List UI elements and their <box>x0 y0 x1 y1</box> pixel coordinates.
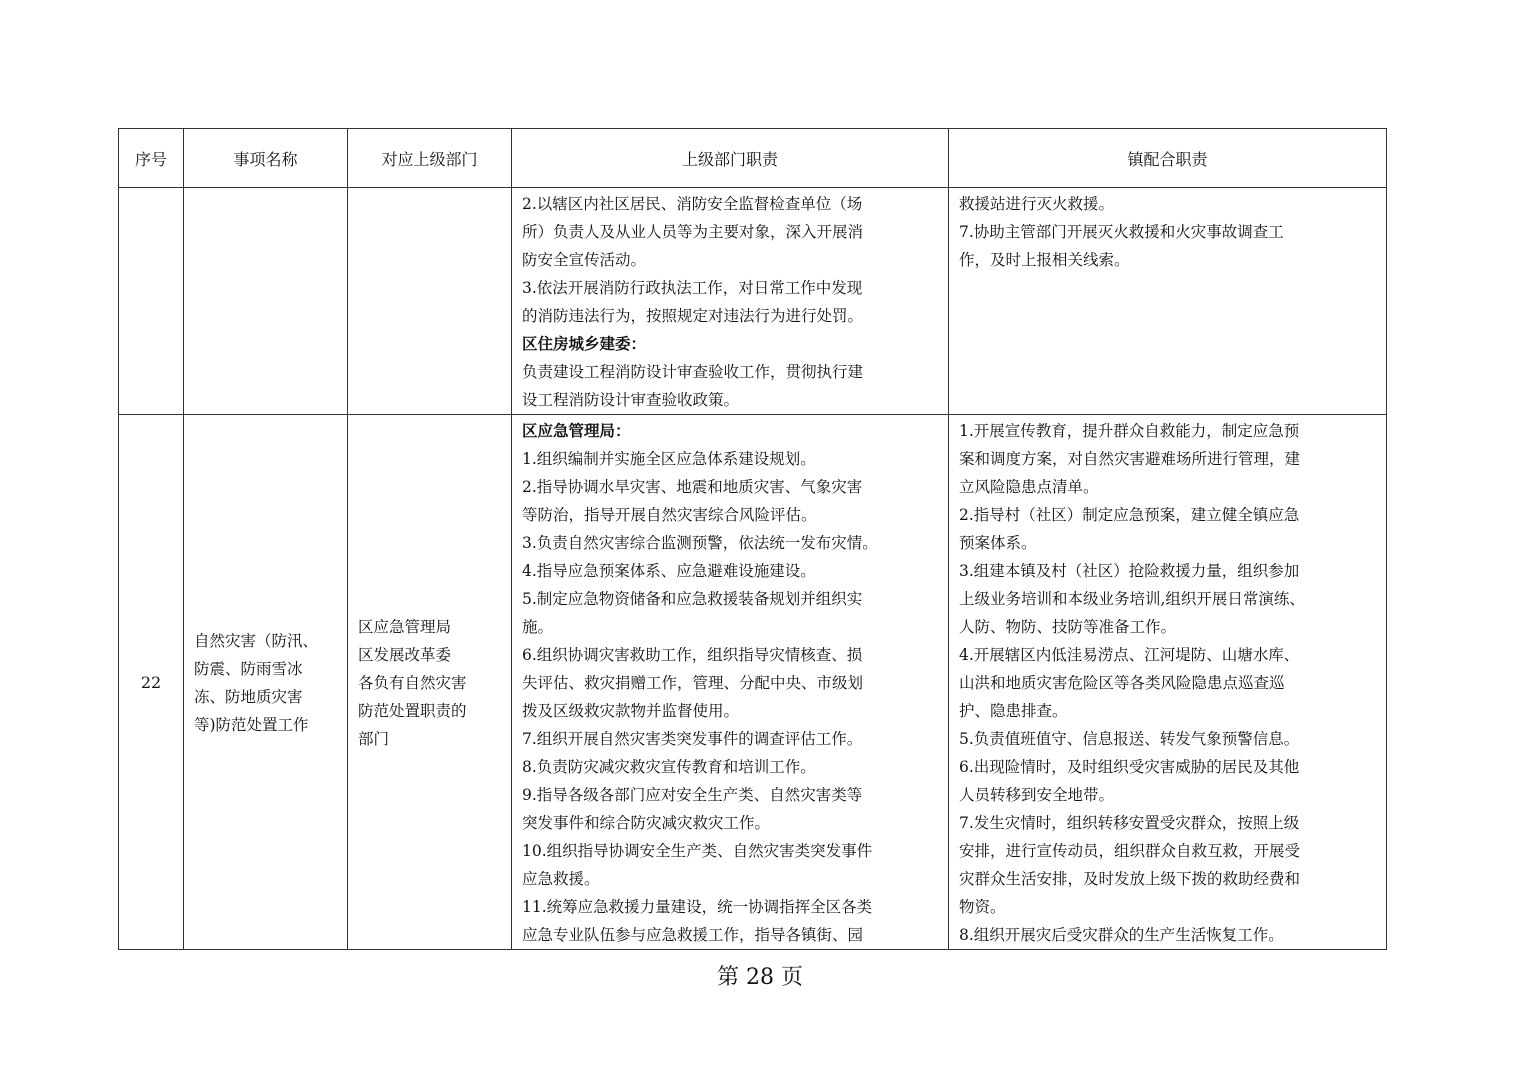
header-item-name: 事项名称 <box>184 129 348 188</box>
text-line: 案和调度方案，对自然灾害避难场所进行管理，建 <box>959 450 1301 468</box>
text-line: 1.开展宣传教育，提升群众自救能力，制定应急预 <box>959 422 1300 440</box>
text-line: 7.组织开展自然灾害类突发事件的调查评估工作。 <box>522 730 863 748</box>
row1-upper-duty-cell <box>512 188 949 415</box>
text-line: 2.指导村（社区）制定应急预案，建立健全镇应急 <box>959 506 1300 524</box>
text-line: 1.组织编制并实施全区应急体系建设规划。 <box>522 450 816 468</box>
text-line: 3.组建本镇及村（社区）抢险救援力量，组织参加 <box>959 562 1300 580</box>
text-line: 应急救援。 <box>522 870 600 888</box>
table-header-row <box>119 129 1387 188</box>
text-line: 所）负责人及从业人员等为主要对象，深入开展消 <box>522 223 864 241</box>
row1-dept-cell <box>348 188 512 415</box>
text-line: 预案体系。 <box>959 534 1037 552</box>
text-line: 护、隐患排查。 <box>959 702 1068 720</box>
row1-no-cell <box>119 188 184 415</box>
row2-item-text <box>184 625 347 739</box>
text-line: 救援站进行灭火救援。 <box>959 195 1115 213</box>
row2-town-duty-cell <box>949 415 1387 950</box>
table-row <box>119 415 1387 950</box>
text-line: 3.负责自然灾害综合监测预警，依法统一发布灾情。 <box>522 534 878 552</box>
text-line: 11.统筹应急救援力量建设，统一协调指挥全区各类 <box>522 898 873 916</box>
text-line: 区住房城乡建委： <box>522 334 647 353</box>
table-row <box>119 188 1387 415</box>
text-line: 9.指导各级各部门应对安全生产类、自然灾害类等 <box>522 786 863 804</box>
text-line: 区应急管理局： <box>522 421 631 440</box>
text-line: 人员转移到安全地带。 <box>959 786 1115 804</box>
row1-town-duty-cell <box>949 188 1387 415</box>
text-line: 6.组织协调灾害救助工作，组织指导灾情核查、损 <box>522 646 863 664</box>
row2-dept-text <box>348 611 511 753</box>
text-line: 7.协助主管部门开展灭火救援和火灾事故调查工 <box>959 223 1284 241</box>
row1-item-cell <box>184 188 348 415</box>
text-line: 8.负责防灾减灾救灾宣传教育和培训工作。 <box>522 758 816 776</box>
text-line: 区应急管理局 <box>358 618 452 636</box>
header-upper-dept: 对应上级部门 <box>348 129 512 188</box>
text-line: 灾群众生活安排，及时发放上级下拨的救助经费和 <box>959 870 1301 888</box>
row1-upper-duty-text <box>512 188 948 414</box>
text-line: 4.开展辖区内低洼易涝点、江河堤防、山塘水库、 <box>959 646 1300 664</box>
text-line: 防范处置职责的 <box>358 702 467 720</box>
text-line: 区发展改革委 <box>358 646 452 664</box>
row2-no-cell: 22 <box>119 415 184 950</box>
header-no: 序号 <box>119 129 184 188</box>
text-line: 立风险隐患点清单。 <box>959 478 1099 496</box>
row2-upper-duty-cell <box>512 415 949 950</box>
text-line: 拨及区级救灾款物并监督使用。 <box>522 702 740 720</box>
text-line: 负责建设工程消防设计审查验收工作，贯彻执行建 <box>522 363 864 381</box>
text-line: 失评估、救灾捐赠工作，管理、分配中央、市级划 <box>522 674 864 692</box>
text-line: 5.负责值班值守、信息报送、转发气象预警信息。 <box>959 730 1300 748</box>
text-line: 人防、物防、技防等准备工作。 <box>959 618 1177 636</box>
text-line: 作，及时上报相关线索。 <box>959 251 1130 269</box>
text-line: 山洪和地质灾害危险区等各类风险隐患点巡查巡 <box>959 674 1285 692</box>
text-line: 6.出现险情时，及时组织受灾害威胁的居民及其他 <box>959 758 1300 776</box>
text-line: 的消防违法行为，按照规定对违法行为进行处罚。 <box>522 307 864 325</box>
row2-item-cell <box>184 415 348 950</box>
text-line: 设工程消防设计审查验收政策。 <box>522 391 740 409</box>
text-line: 应急专业队伍参与应急救援工作，指导各镇街、园 <box>522 926 864 944</box>
text-line: 各负有自然灾害 <box>358 674 467 692</box>
text-line: 3.依法开展消防行政执法工作，对日常工作中发现 <box>522 279 863 297</box>
text-line: 8.组织开展灾后受灾群众的生产生活恢复工作。 <box>959 926 1284 944</box>
text-line: 上级业务培训和本级业务培训,组织开展日常演练、 <box>959 590 1305 608</box>
text-line: 4.指导应急预案体系、应急避难设施建设。 <box>522 562 816 580</box>
row2-dept-cell <box>348 415 512 950</box>
text-line: 5.制定应急物资储备和应急救援装备规划并组织实 <box>522 590 863 608</box>
text-line: 2.以辖区内社区居民、消防安全监督检查单位（场 <box>522 195 863 213</box>
text-line: 突发事件和综合防灾减灾救灾工作。 <box>522 814 771 832</box>
text-line: 防震、防雨雪冰 <box>194 660 303 678</box>
text-line: 防安全宣传活动。 <box>522 251 647 269</box>
header-upper-duty: 上级部门职责 <box>512 129 949 188</box>
text-line: 等防治，指导开展自然灾害综合风险评估。 <box>522 506 817 524</box>
text-line: 等)防范处置工作 <box>194 716 309 734</box>
text-line: 冻、防地质灾害 <box>194 688 303 706</box>
text-line: 物资。 <box>959 898 1006 916</box>
row2-town-duty-text <box>949 415 1386 949</box>
text-line: 自然灾害（防汛、 <box>194 632 319 650</box>
text-line: 安排，进行宣传动员，组织群众自救互救，开展受 <box>959 842 1301 860</box>
row2-upper-duty-text <box>512 415 948 949</box>
text-line: 7.发生灾情时，组织转移安置受灾群众，按照上级 <box>959 814 1300 832</box>
text-line: 2.指导协调水旱灾害、地震和地质灾害、气象灾害 <box>522 478 863 496</box>
text-line: 施。 <box>522 618 554 636</box>
text-line: 10.组织指导协调安全生产类、自然灾害类突发事件 <box>522 842 873 860</box>
text-line: 部门 <box>358 730 390 748</box>
page-number: 第 28 页 <box>717 965 803 990</box>
header-town-duty: 镇配合职责 <box>949 129 1387 188</box>
duty-table <box>118 128 1387 950</box>
row1-town-duty-text <box>949 188 1386 274</box>
